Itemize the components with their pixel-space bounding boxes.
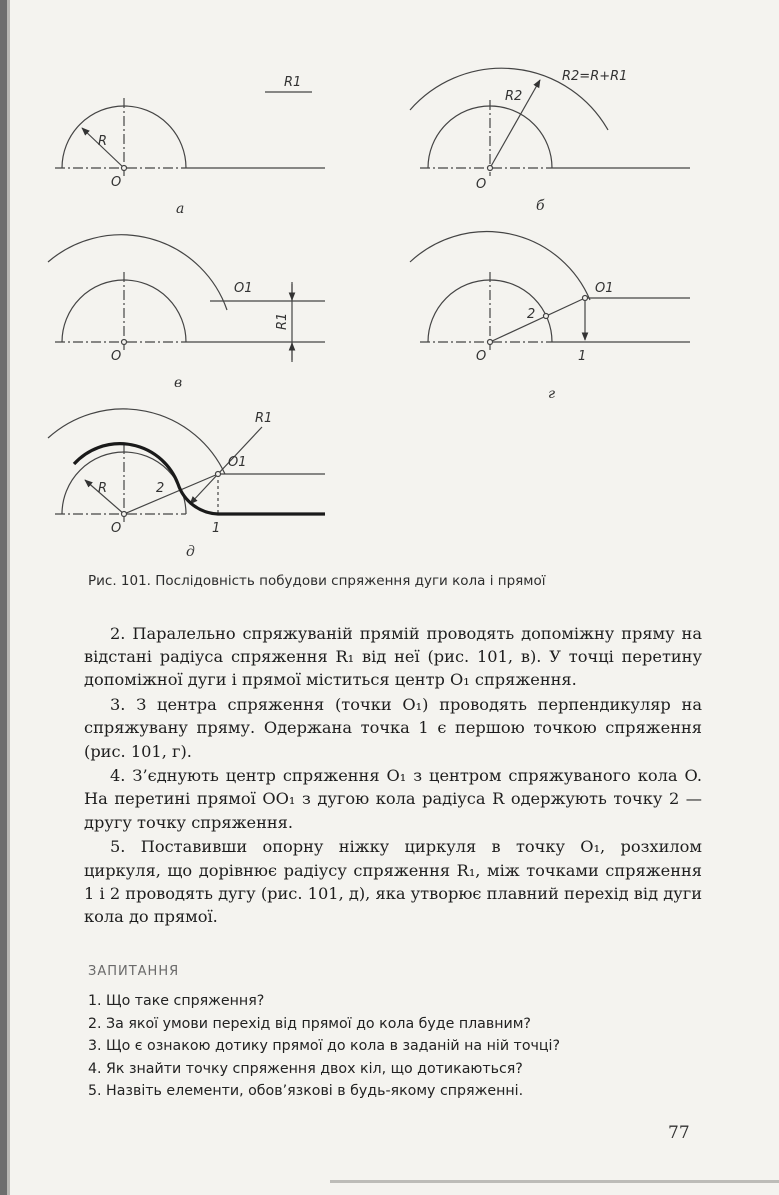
figure-101 <box>0 0 779 575</box>
panel-b-o-label: O <box>476 177 487 192</box>
panel-a <box>55 92 325 176</box>
panel-b <box>410 68 690 176</box>
panel-e-r1-label: R1 <box>255 411 273 426</box>
panel-c-letter: в <box>174 375 183 391</box>
figure-caption: Рис. 101. Послідовність побудови спряження дуги кола і прямої <box>88 573 546 589</box>
panel-d-arc-large <box>410 232 590 300</box>
paragraph-4: 4. З’єднують центр спряження O₁ з центром спряжуваного кола O. На перетині прямої OO₁ з дугою кола радіуса R одержують точку 2 — другу точку спряження. <box>84 766 702 832</box>
questions-heading: ЗАПИТАННЯ <box>88 964 180 979</box>
panel-e-center <box>122 512 127 517</box>
question-2: 2. За якої умови перехід від прямої до кола буде плавним? <box>88 1015 531 1032</box>
body-text <box>84 622 702 930</box>
panel-e-1-label: 1 <box>212 521 221 536</box>
panel-b-r2-label: R2 <box>505 89 523 104</box>
panel-a-o-label: O <box>111 175 122 190</box>
question-3: 3. Що є ознакою дотику прямої до кола в заданій на ній точці? <box>88 1038 561 1054</box>
panel-d-2-label: 2 <box>527 307 536 322</box>
paragraph-3: 3. З центра спряження (точки O₁) проводять перпендикуляр на спряжувану пряму. Одержана точка 1 є першою точкою спряження (рис. 101, г). <box>84 695 702 761</box>
panel-d-letter: г <box>548 386 556 402</box>
panel-e-o1-point <box>216 472 221 477</box>
question-4: 4. Як знайти точку спряження двох кіл, що дотикаються? <box>88 1060 523 1077</box>
panel-e-2-label: 2 <box>156 481 165 496</box>
panel-e-o-label: O <box>111 521 122 536</box>
panel-d-o-label: O <box>476 349 487 364</box>
panel-c-o1-label: O1 <box>234 281 253 296</box>
panel-c <box>48 235 325 362</box>
panel-c-r1-label: R1 <box>275 312 290 330</box>
panel-a-center <box>122 166 127 171</box>
panel-e-o1-label: O1 <box>228 455 247 470</box>
panel-b-formula: R2=R+R1 <box>562 69 628 84</box>
panel-c-arc-large <box>48 235 227 310</box>
question-5: 5. Назвіть елементи, обов’язкові в будь-якому спряженні. <box>88 1083 524 1099</box>
panel-b-center <box>488 166 493 171</box>
panel-d <box>410 232 690 350</box>
panel-b-letter: б <box>536 198 545 214</box>
panel-c-center <box>122 340 127 345</box>
panel-a-letter: а <box>176 201 185 217</box>
panel-e-oo1-line <box>124 474 218 514</box>
panel-e-letter: д <box>186 544 195 560</box>
panel-e <box>48 409 325 522</box>
panel-e-r1-arrow <box>190 474 218 504</box>
panel-c-o-label: O <box>111 349 122 364</box>
paragraph-2: 2. Паралельно спряжуваній прямій проводять допоміжну пряму на відстані радіуса спряження R₁ від неї (рис. 101, в). У точці перетину допоміжної дуги і прямої міститься центр O₁ спряження. <box>84 624 702 690</box>
panel-a-r1-label: R1 <box>284 75 302 90</box>
panel-d-1-label: 1 <box>578 349 587 364</box>
panel-d-o1-label: O1 <box>595 281 614 296</box>
question-1: 1. Що таке спряження? <box>88 993 265 1009</box>
panel-d-o1-point <box>583 296 588 301</box>
panel-d-point-2 <box>544 314 549 319</box>
panel-a-r-label: R <box>98 134 108 149</box>
page-number: 77 <box>668 1123 690 1143</box>
bottom-edge-line <box>330 1180 779 1183</box>
panel-d-center <box>488 340 493 345</box>
paragraph-5: 5. Поставивши опорну ніжку циркуля в точку O₁, розхилом циркуля, що дорівнює радіусу спряження R₁, між точками спряження 1 і 2 проводять дугу (рис. 101, д), яка утворює плавний перехід від дуги кола до прямої. <box>84 837 702 926</box>
questions-list <box>88 990 728 1103</box>
panel-d-oo1-line <box>490 298 585 342</box>
panel-e-r-label: R <box>98 481 108 496</box>
